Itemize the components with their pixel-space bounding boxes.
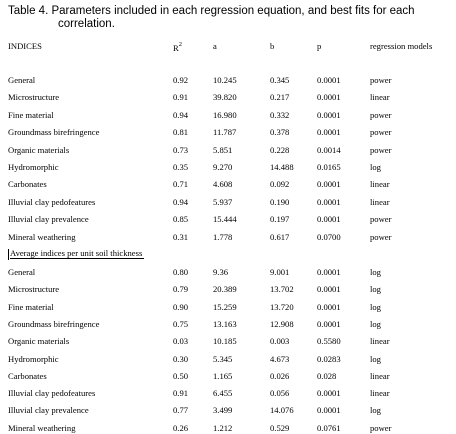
cell-name: Illuvial clay prevalence — [8, 214, 89, 225]
cell-model: linear — [370, 336, 390, 347]
cell-model: linear — [370, 179, 390, 190]
cell-model: power — [370, 214, 392, 225]
cell-name: Fine material — [8, 301, 54, 312]
header-p: p — [317, 41, 322, 51]
cell-p: 0.0001 — [317, 405, 341, 416]
cell-a: 5.851 — [213, 144, 233, 155]
cell-name: Illuvial clay pedofeatures — [8, 388, 96, 399]
cell-name: Carbonates — [8, 179, 47, 190]
cell-a: 6.455 — [213, 388, 233, 399]
cell-model: log — [370, 267, 381, 277]
cell-model: power — [370, 231, 392, 242]
table-row — [8, 387, 452, 399]
cell-r2: 0.90 — [173, 301, 189, 312]
section-2-heading — [8, 247, 452, 259]
cell-model: power — [370, 422, 392, 433]
cell-name: General — [8, 75, 36, 85]
table-row — [8, 126, 452, 138]
cell-b: 4.673 — [270, 353, 290, 364]
cell-name: Microstructure — [8, 92, 60, 103]
table-row — [8, 301, 452, 313]
cell-b: 13.702 — [270, 284, 294, 295]
header-indices: INDICES — [8, 41, 42, 51]
cell-r2: 0.35 — [173, 162, 189, 172]
header-r2-label: R — [173, 42, 179, 53]
cell-r2: 0.81 — [173, 127, 189, 138]
cell-r2: 0.77 — [173, 405, 189, 416]
cell-p: 0.0001 — [317, 388, 341, 399]
cell-model: log — [370, 284, 381, 295]
table-row — [8, 213, 452, 225]
cell-b: 14.488 — [270, 162, 294, 172]
cell-r2: 0.31 — [173, 231, 189, 242]
cell-b: 0.228 — [270, 144, 290, 155]
cell-a: 1.778 — [213, 231, 233, 242]
cell-b: 9.001 — [270, 267, 290, 277]
text-cursor — [8, 249, 9, 260]
cell-name: Mineral weathering — [8, 231, 76, 242]
cell-b: 0.056 — [270, 388, 290, 399]
cell-p: 0.0001 — [317, 127, 341, 138]
cell-p: 0.0165 — [317, 162, 341, 172]
cell-model: power — [370, 127, 392, 138]
header-r2-superscript: 2 — [178, 41, 182, 48]
cell-b: 0.332 — [270, 109, 290, 120]
cell-r2: 0.79 — [173, 284, 189, 295]
cell-p: 0.0001 — [317, 196, 341, 207]
caption-line-1: Table 4. Parameters included in each regression equation, and best fits for each — [8, 5, 415, 17]
cell-model: linear — [370, 388, 390, 399]
cell-model: power — [370, 75, 392, 85]
cell-name: Mineral weathering — [8, 422, 76, 433]
cell-r2: 0.03 — [173, 336, 189, 347]
cell-a: 10.245 — [213, 75, 237, 85]
table-row — [8, 161, 452, 173]
cell-model: linear — [370, 196, 390, 207]
cell-p: 0.0001 — [317, 284, 341, 295]
cell-a: 9.36 — [213, 267, 229, 277]
cell-b: 0.617 — [270, 231, 290, 242]
cell-name: General — [8, 267, 36, 277]
cell-name: Fine material — [8, 109, 54, 120]
cell-name: Illuvial clay pedofeatures — [8, 196, 96, 207]
cell-r2: 0.92 — [173, 75, 189, 85]
cell-model: log — [370, 353, 381, 364]
cell-p: 0.0700 — [317, 231, 341, 242]
cell-r2: 0.91 — [173, 388, 189, 399]
cell-b: 0.378 — [270, 127, 290, 138]
cell-name: Organic materials — [8, 336, 70, 347]
cell-a: 16.980 — [213, 109, 237, 120]
cell-name: Microstructure — [8, 284, 60, 295]
cell-model: log — [370, 162, 381, 172]
table-row — [8, 404, 452, 416]
cell-p: 0.0001 — [317, 267, 341, 277]
cell-model: power — [370, 109, 392, 120]
cell-b: 0.003 — [270, 336, 290, 347]
cell-r2: 0.30 — [173, 353, 189, 364]
cell-a: 9.270 — [213, 162, 233, 172]
table-row — [8, 231, 452, 243]
table-row — [8, 109, 452, 121]
cell-r2: 0.73 — [173, 144, 189, 155]
cell-model: log — [370, 301, 381, 312]
cell-a: 5.937 — [213, 196, 233, 207]
caption-line-2: correlation. — [58, 18, 115, 30]
cell-r2: 0.26 — [173, 422, 189, 433]
cell-model: log — [370, 318, 381, 329]
cell-p: 0.0001 — [317, 109, 341, 120]
cell-p: 0.028 — [317, 370, 337, 381]
cell-p: 0.0001 — [317, 179, 341, 190]
cell-r2: 0.80 — [173, 267, 189, 277]
cell-b: 0.529 — [270, 422, 290, 433]
table-row — [8, 144, 452, 156]
cell-r2: 0.50 — [173, 370, 189, 381]
cell-r2: 0.75 — [173, 318, 189, 329]
header-b: b — [270, 41, 275, 51]
header-r2 — [173, 40, 182, 54]
cell-r2: 0.94 — [173, 109, 189, 120]
cell-p: 0.0001 — [317, 92, 341, 103]
table-row — [8, 318, 452, 330]
cell-a: 4.608 — [213, 179, 233, 190]
cell-a: 1.165 — [213, 370, 233, 381]
cell-b: 12.908 — [270, 318, 294, 329]
cell-p: 0.0001 — [317, 318, 341, 329]
cell-name: Groundmass birefringence — [8, 318, 100, 329]
cell-r2: 0.94 — [173, 196, 189, 207]
cell-name: Organic materials — [8, 144, 70, 155]
header-models: regression models — [370, 41, 433, 51]
cell-p: 0.0001 — [317, 301, 341, 312]
cell-p: 0.0283 — [317, 353, 341, 364]
cell-model: linear — [370, 92, 390, 103]
cell-b: 0.092 — [270, 179, 290, 190]
cell-b: 0.190 — [270, 196, 290, 207]
cell-r2: 0.91 — [173, 92, 189, 103]
cell-r2: 0.71 — [173, 179, 189, 190]
cell-a: 15.444 — [213, 214, 237, 225]
cell-a: 10.185 — [213, 336, 237, 347]
cell-a: 13.163 — [213, 318, 237, 329]
cell-b: 0.026 — [270, 370, 290, 381]
cell-name: Carbonates — [8, 370, 47, 381]
table-row — [8, 178, 452, 190]
table-row — [8, 370, 452, 382]
table-row — [8, 74, 452, 86]
cell-b: 0.217 — [270, 92, 290, 103]
cell-model: log — [370, 405, 381, 416]
header-a: a — [213, 41, 217, 51]
cell-b: 13.720 — [270, 301, 294, 312]
cell-p: 0.0001 — [317, 75, 341, 85]
cell-a: 11.787 — [213, 127, 237, 138]
cell-b: 0.345 — [270, 75, 290, 85]
cell-r2: 0.85 — [173, 214, 189, 225]
table-row — [8, 353, 452, 365]
table-row — [8, 91, 452, 103]
cell-b: 14.076 — [270, 405, 294, 416]
cell-a: 5.345 — [213, 353, 233, 364]
cell-a: 1.212 — [213, 422, 233, 433]
cell-a: 3.499 — [213, 405, 233, 416]
cell-b: 0.197 — [270, 214, 290, 225]
cell-model: linear — [370, 370, 390, 381]
cell-name: Groundmass birefringence — [8, 127, 100, 138]
cell-p: 0.0014 — [317, 144, 341, 155]
cell-a: 15.259 — [213, 301, 237, 312]
cell-name: Hydromorphic — [8, 162, 59, 172]
table-row — [8, 266, 452, 278]
table-row — [8, 335, 452, 347]
table-header-row — [8, 40, 452, 52]
table-row — [8, 283, 452, 295]
cell-name: Hydromorphic — [8, 353, 59, 364]
cell-a: 20.389 — [213, 284, 237, 295]
cell-p: 0.5580 — [317, 336, 341, 347]
table-row — [8, 196, 452, 208]
section-2-title: Average indices per unit soil thickness — [10, 248, 143, 258]
cell-model: power — [370, 144, 392, 155]
table-row — [8, 422, 452, 434]
cell-name: Illuvial clay prevalence — [8, 405, 89, 416]
table-caption — [8, 5, 448, 31]
cell-p: 0.0001 — [317, 214, 341, 225]
cell-p: 0.0761 — [317, 422, 341, 433]
cell-a: 39.820 — [213, 92, 237, 103]
